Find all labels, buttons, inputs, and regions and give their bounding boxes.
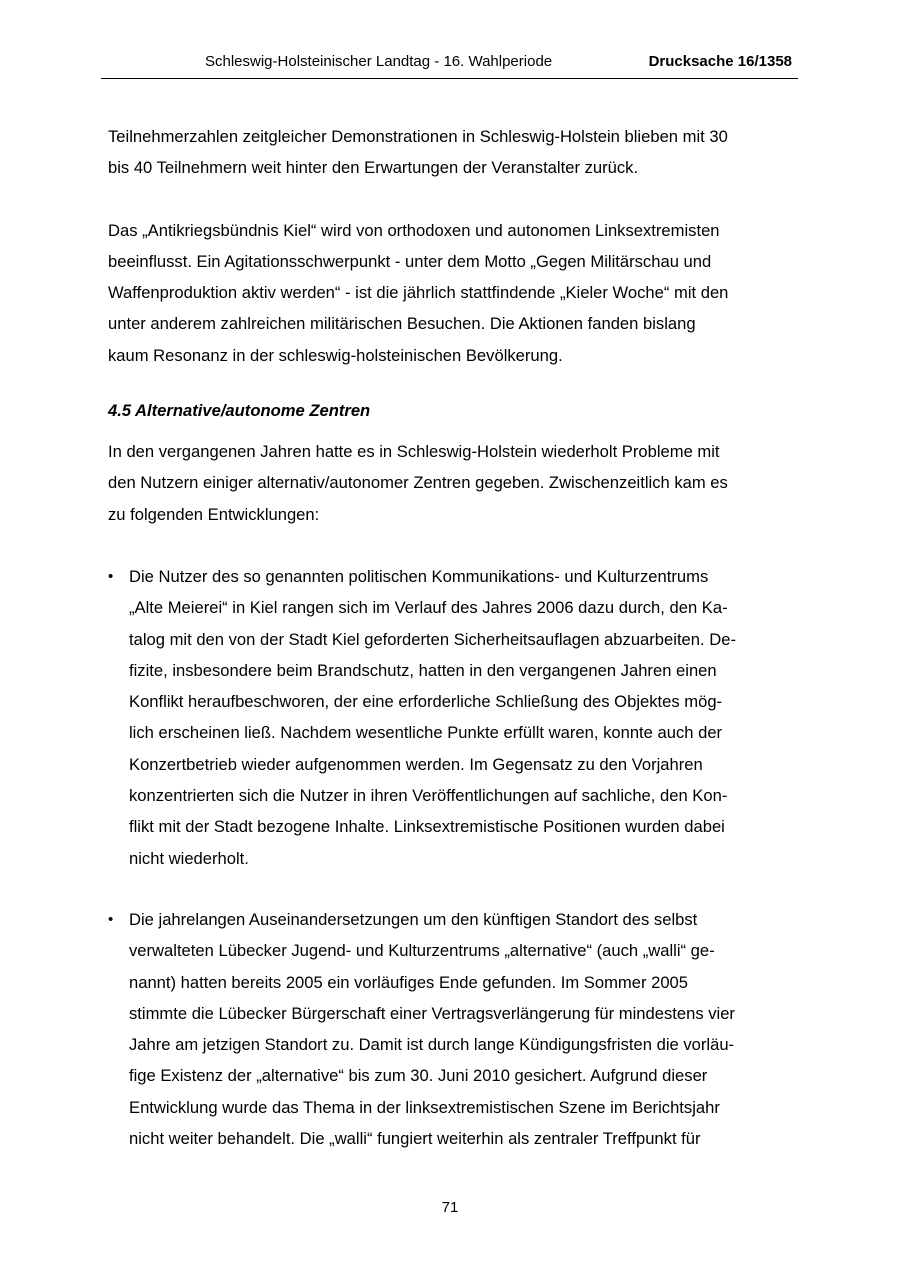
- text-line: Konzertbetrieb wieder aufgenommen werden. Im Gegensatz zu den Vorjahren: [129, 754, 703, 774]
- text-line: zu folgenden Entwicklungen:: [108, 504, 320, 524]
- list-item-alternative-luebeck: [108, 904, 798, 1154]
- text-line: flikt mit der Stadt bezogene Inhalte. Linksextremistische Positionen wurden dabei: [129, 817, 725, 837]
- text-line: Waffenproduktion aktiv werden“ - ist die jährlich stattfindende „Kieler Woche“ mit den: [108, 283, 729, 303]
- text-line: verwalteten Lübecker Jugend- und Kulturzentrums „alternative“ (auch „walli“ ge-: [129, 941, 715, 961]
- text-line: beeinflusst. Ein Agitationsschwerpunkt - unter dem Motto „Gegen Militärschau und: [108, 251, 712, 271]
- list-item-text: [129, 561, 798, 874]
- list-item-alte-meierei: [108, 561, 798, 874]
- text-line: Die jahrelangen Auseinandersetzungen um den künftigen Standort des selbst: [129, 909, 698, 929]
- text-line: den Nutzern einiger alternativ/autonomer Zentren gegeben. Zwischenzeitlich kam es: [108, 473, 728, 493]
- paragraph-antikriegsbuendnis: [108, 215, 798, 371]
- text-line: fige Existenz der „alternative“ bis zum 30. Juni 2010 gesichert. Aufgrund dieser: [129, 1066, 708, 1086]
- paragraph-demonstrations: [108, 121, 798, 184]
- text-line: lich erscheinen ließ. Nachdem wesentliche Punkte erfüllt waren, konnte auch der: [129, 723, 723, 743]
- text-line: Die Nutzer des so genannten politischen Kommunikations- und Kulturzentrums: [129, 566, 709, 586]
- paragraph-section-intro: [108, 436, 798, 530]
- text-line: „Alte Meierei“ in Kiel rangen sich im Verlauf des Jahres 2006 dazu durch, den Ka-: [129, 598, 728, 618]
- page-number: 71: [441, 1199, 459, 1216]
- bullet-icon: •: [108, 910, 114, 928]
- text-line: kaum Resonanz in der schleswig-holsteinischen Bevölkerung.: [108, 345, 563, 365]
- text-line: konzentrierten sich die Nutzer in ihren Veröffentlichungen auf sachliche, den Kon-: [129, 786, 728, 806]
- text-line: Jahre am jetzigen Standort zu. Damit ist durch lange Kündigungsfristen die vorläu-: [129, 1035, 735, 1055]
- text-line: Entwicklung wurde das Thema in der linksextremistischen Szene im Berichtsjahr: [129, 1097, 720, 1117]
- page-header: [101, 52, 798, 79]
- section-heading: 4.5 Alternative/autonome Zentren: [108, 401, 371, 421]
- text-line: nannt) hatten bereits 2005 ein vorläufiges Ende gefunden. Im Sommer 2005: [129, 972, 689, 992]
- text-line: In den vergangenen Jahren hatte es in Schleswig-Holstein wiederholt Probleme mit: [108, 442, 720, 462]
- header-doc-ref: Drucksache 16/1358: [648, 53, 792, 70]
- text-line: unter anderem zahlreichen militärischen Besuchen. Die Aktionen fanden bislang: [108, 314, 696, 334]
- text-line: nicht wiederholt.: [129, 848, 249, 868]
- header-title: Schleswig-Holsteinischer Landtag - 16. Wahlperiode: [205, 53, 553, 70]
- text-line: nicht weiter behandelt. Die „walli“ fungiert weiterhin als zentraler Treffpunkt für: [129, 1129, 701, 1149]
- bullet-icon: •: [108, 567, 114, 585]
- text-line: bis 40 Teilnehmern weit hinter den Erwartungen der Veranstalter zurück.: [108, 158, 639, 178]
- list-item-text: [129, 904, 798, 1154]
- page-body: [108, 121, 798, 1154]
- text-line: Konflikt heraufbeschworen, der eine erforderliche Schließung des Objektes mög-: [129, 692, 723, 712]
- text-line: Teilnehmerzahlen zeitgleicher Demonstrationen in Schleswig-Holstein blieben mit 30: [108, 127, 728, 146]
- text-line: stimmte die Lübecker Bürgerschaft einer Vertragsverlängerung für mindestens vier: [129, 1003, 735, 1023]
- text-line: talog mit den von der Stadt Kiel geforderten Sicherheitsauflagen abzuarbeiten. De-: [129, 629, 736, 649]
- text-line: Das „Antikriegsbündnis Kiel“ wird von orthodoxen und autonomen Linksextremisten: [108, 220, 720, 240]
- text-line: fizite, insbesondere beim Brandschutz, hatten in den vergangenen Jahren einen: [129, 660, 717, 680]
